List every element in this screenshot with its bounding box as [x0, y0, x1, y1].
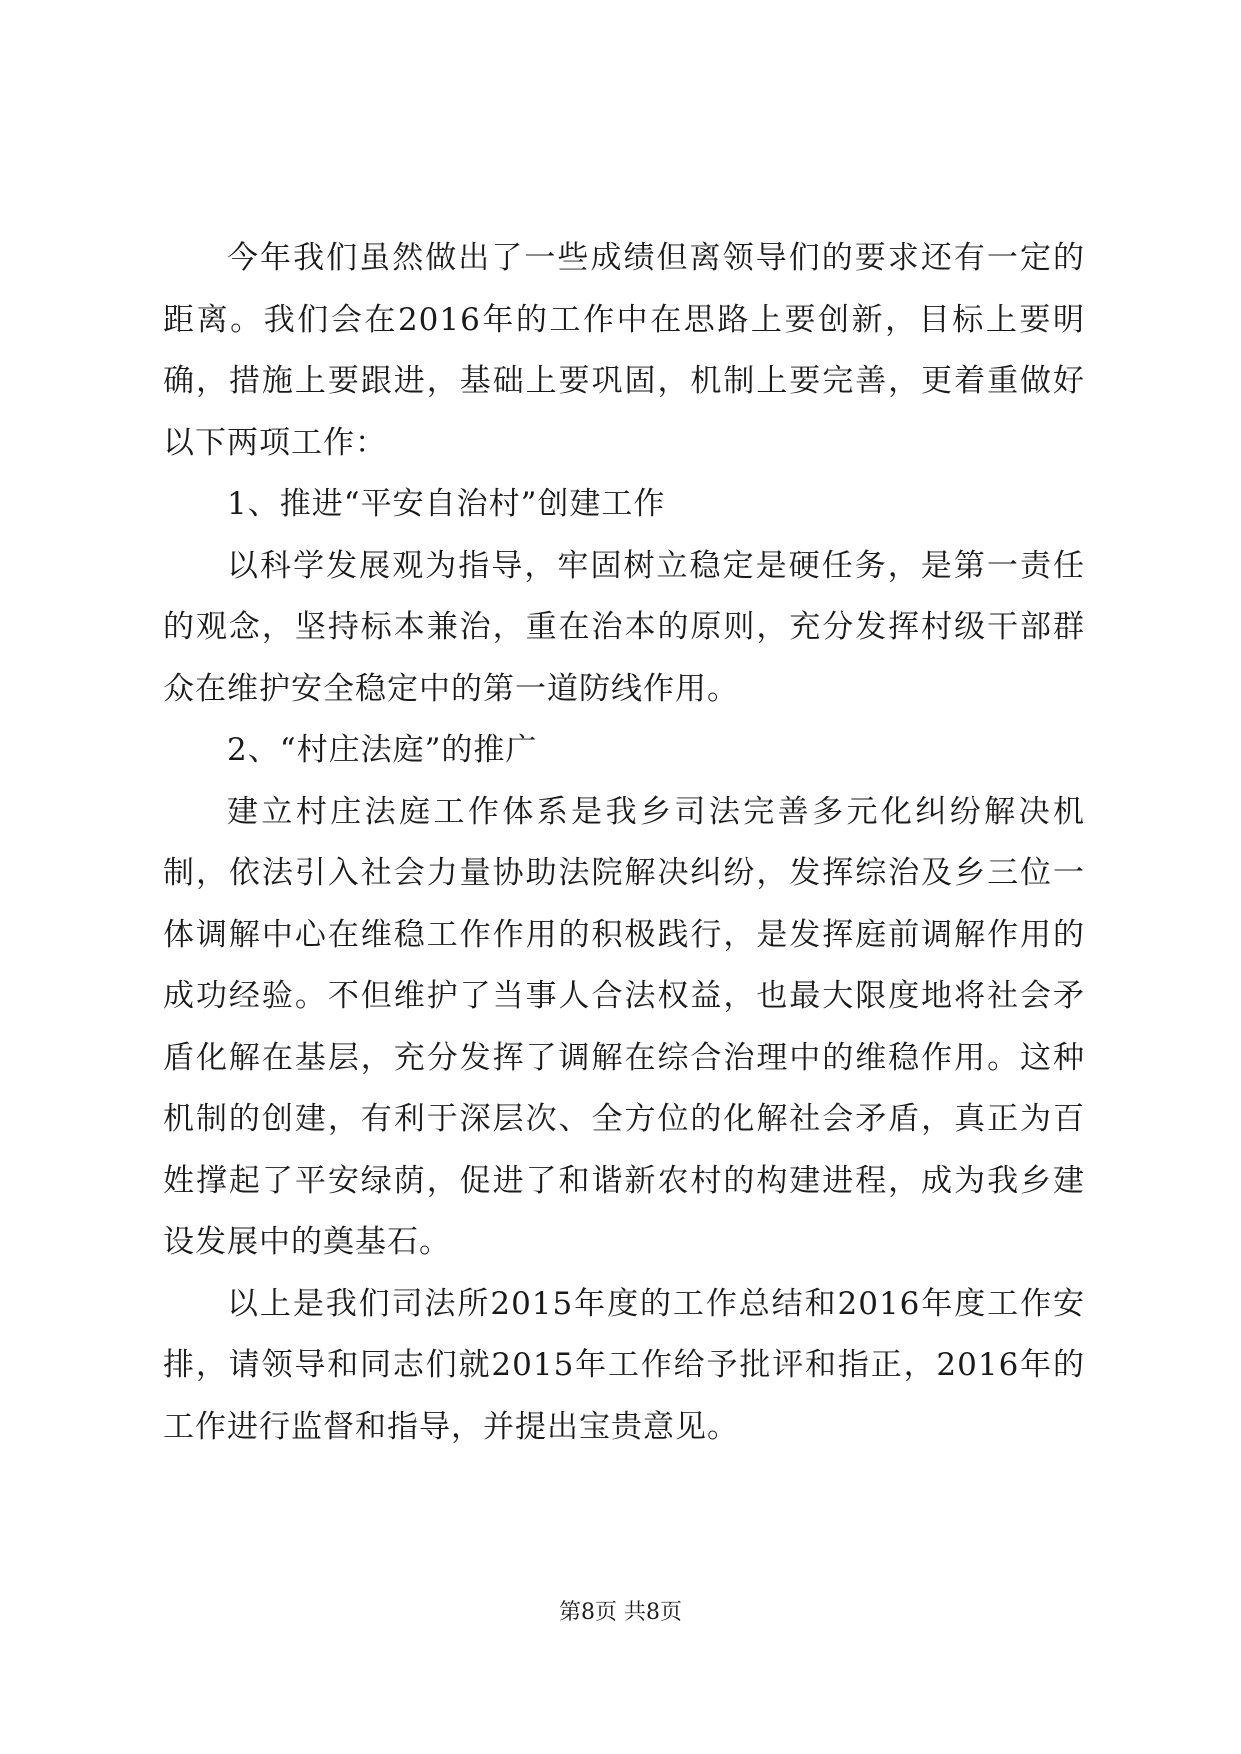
document-body	[163, 228, 1085, 1458]
intro-paragraph: 今年我们虽然做出了一些成绩但离领导们的要求还有一定的距离。我们会在2016年的工作中在思路上要创新，目标上要明确，措施上要跟进，基础上要巩固，机制上要完善，更着重做好以下两项工作：	[163, 240, 1085, 461]
section-1-paragraph: 以科学发展观为指导，牢固树立稳定是硬任务，是第一责任的观念，坚持标本兼治，重在治本的原则，充分发挥村级干部群众在维护安全稳定中的第一道防线作用。	[163, 547, 1085, 707]
section-heading-2: 2、“村庄法庭”的推广	[227, 732, 538, 768]
section-2-paragraph: 建立村庄法庭工作体系是我乡司法完善多元化纠纷解决机制，依法引入社会力量协助法院解决纠纷，发挥综治及乡三位一体调解中心在维稳工作作用的积极践行，是发挥庭前调解作用的成功经验。不但维护了当事人合法权益，也最大限度地将社会矛盾化解在基层，充分发挥了调解在综合治理中的维稳作用。这种机制的创建，有利于深层次、全方位的化解社会矛盾，真正为百姓撑起了平安绿荫，促进了和谐新农村的构建进程，成为我乡建设发展中的奠基石。	[163, 793, 1085, 1260]
page-number-footer: 第8页 共8页	[559, 1600, 682, 1625]
section-heading-1: 1、推进“平安自治村”创建工作	[227, 486, 666, 522]
closing-paragraph: 以上是我们司法所2015年度的工作总结和2016年度工作安排，请领导和同志们就2015年工作给予批评和指正，2016年的工作进行监督和指导，并提出宝贵意见。	[163, 1285, 1085, 1445]
